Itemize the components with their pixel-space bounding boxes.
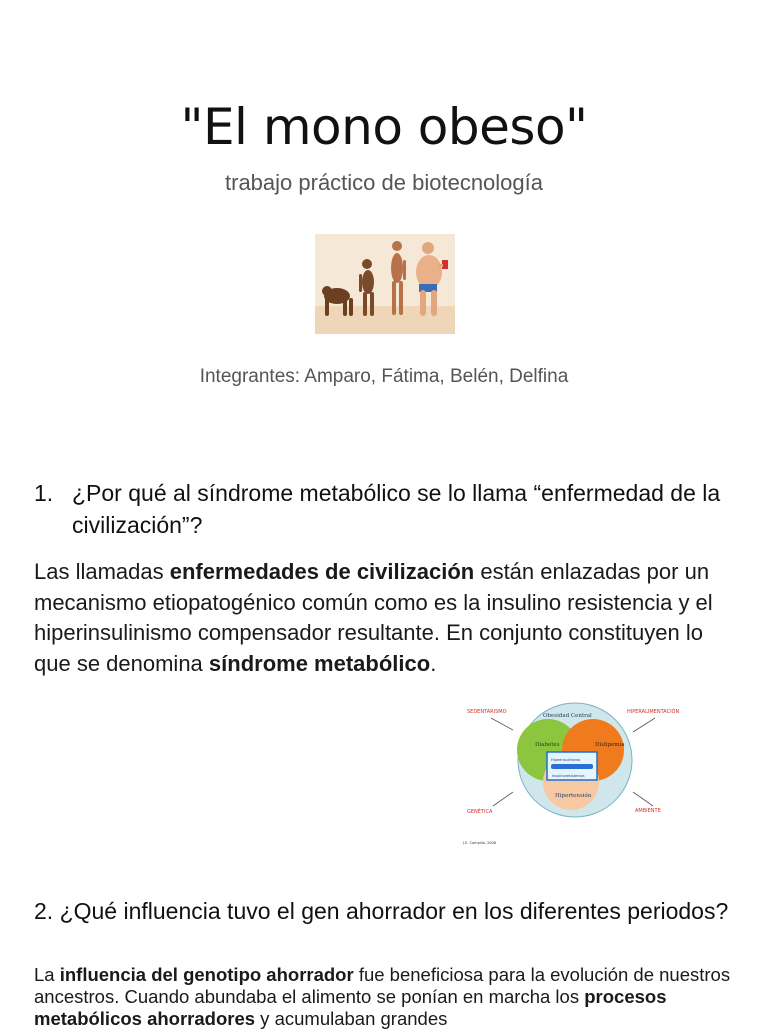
- diagram-label-hiperalimentacion: HIPERALIMENTACIÓN: [627, 709, 680, 715]
- paragraph-2: [34, 964, 734, 1030]
- metabolic-syndrome-diagram: [455, 700, 695, 850]
- diagram-label-insulinoresistencia: Insulinoresistencia: [552, 774, 585, 778]
- paragraph-1-bold2: síndrome metabólico: [208, 650, 431, 676]
- paragraph-1-part3: .: [430, 650, 437, 676]
- paragraph-2-part1: La: [34, 964, 60, 985]
- paragraph-2-part2: fue beneficiosa para la evolución de nuestros ancestros. Cuando abundaba el alimento se ponían en marcha los: [34, 964, 731, 1007]
- paragraph-2-part3: y acumulaban grandes: [255, 1008, 448, 1029]
- question-1: [34, 477, 734, 541]
- paragraph-1: [34, 557, 734, 679]
- members-line: Integrantes: Amparo, Fátima, Belén, Delfina: [199, 366, 569, 387]
- diagram-credit: J.E. Campillo, 2008: [463, 841, 496, 845]
- question-2: 2. ¿Qué influencia tuvo el gen ahorrador en los diferentes periodos?: [34, 898, 729, 924]
- diagram-label-genetica: GENÉTICA: [467, 809, 493, 815]
- paragraph-1-part1: Las llamadas: [34, 559, 170, 584]
- diagram-label-hiperinsulinismo: Hiperinsulinismo: [551, 758, 581, 762]
- document-title: "El mono obeso": [180, 98, 588, 156]
- diagram-label-hipertension: Hipertensión: [555, 793, 592, 799]
- document-subtitle: trabajo práctico de biotecnología: [225, 170, 543, 195]
- evolution-illustration: [315, 234, 455, 334]
- diagram-label-diabetes: Diabetes: [535, 742, 560, 748]
- diagram-label-ambiente: AMBIENTE: [635, 808, 661, 814]
- diagram-label-dislipemia: Dislipemia: [595, 742, 625, 748]
- paragraph-1-bold1: enfermedades de civilización: [169, 559, 475, 584]
- paragraph-1-part2: están enlazadas por un mecanismo etiopatogénico común como es la insulino resistencia y el hiperinsulinismo compensador resultante. En conjunto constituyen lo que se denomina: [34, 559, 713, 676]
- question-1-number: 1.: [34, 480, 54, 506]
- paragraph-2-bold2: procesos metabólicos ahorradores: [34, 986, 667, 1029]
- question-1-text: ¿Por qué al síndrome metabólico se lo llama “enfermedad de la civilización”?: [72, 480, 721, 538]
- paragraph-2-bold1: influencia del genotipo ahorrador: [59, 964, 354, 985]
- diagram-label-obesidad: Obesidad Central: [543, 713, 592, 719]
- diagram-label-sedentarismo: SEDENTARISMO: [467, 709, 507, 715]
